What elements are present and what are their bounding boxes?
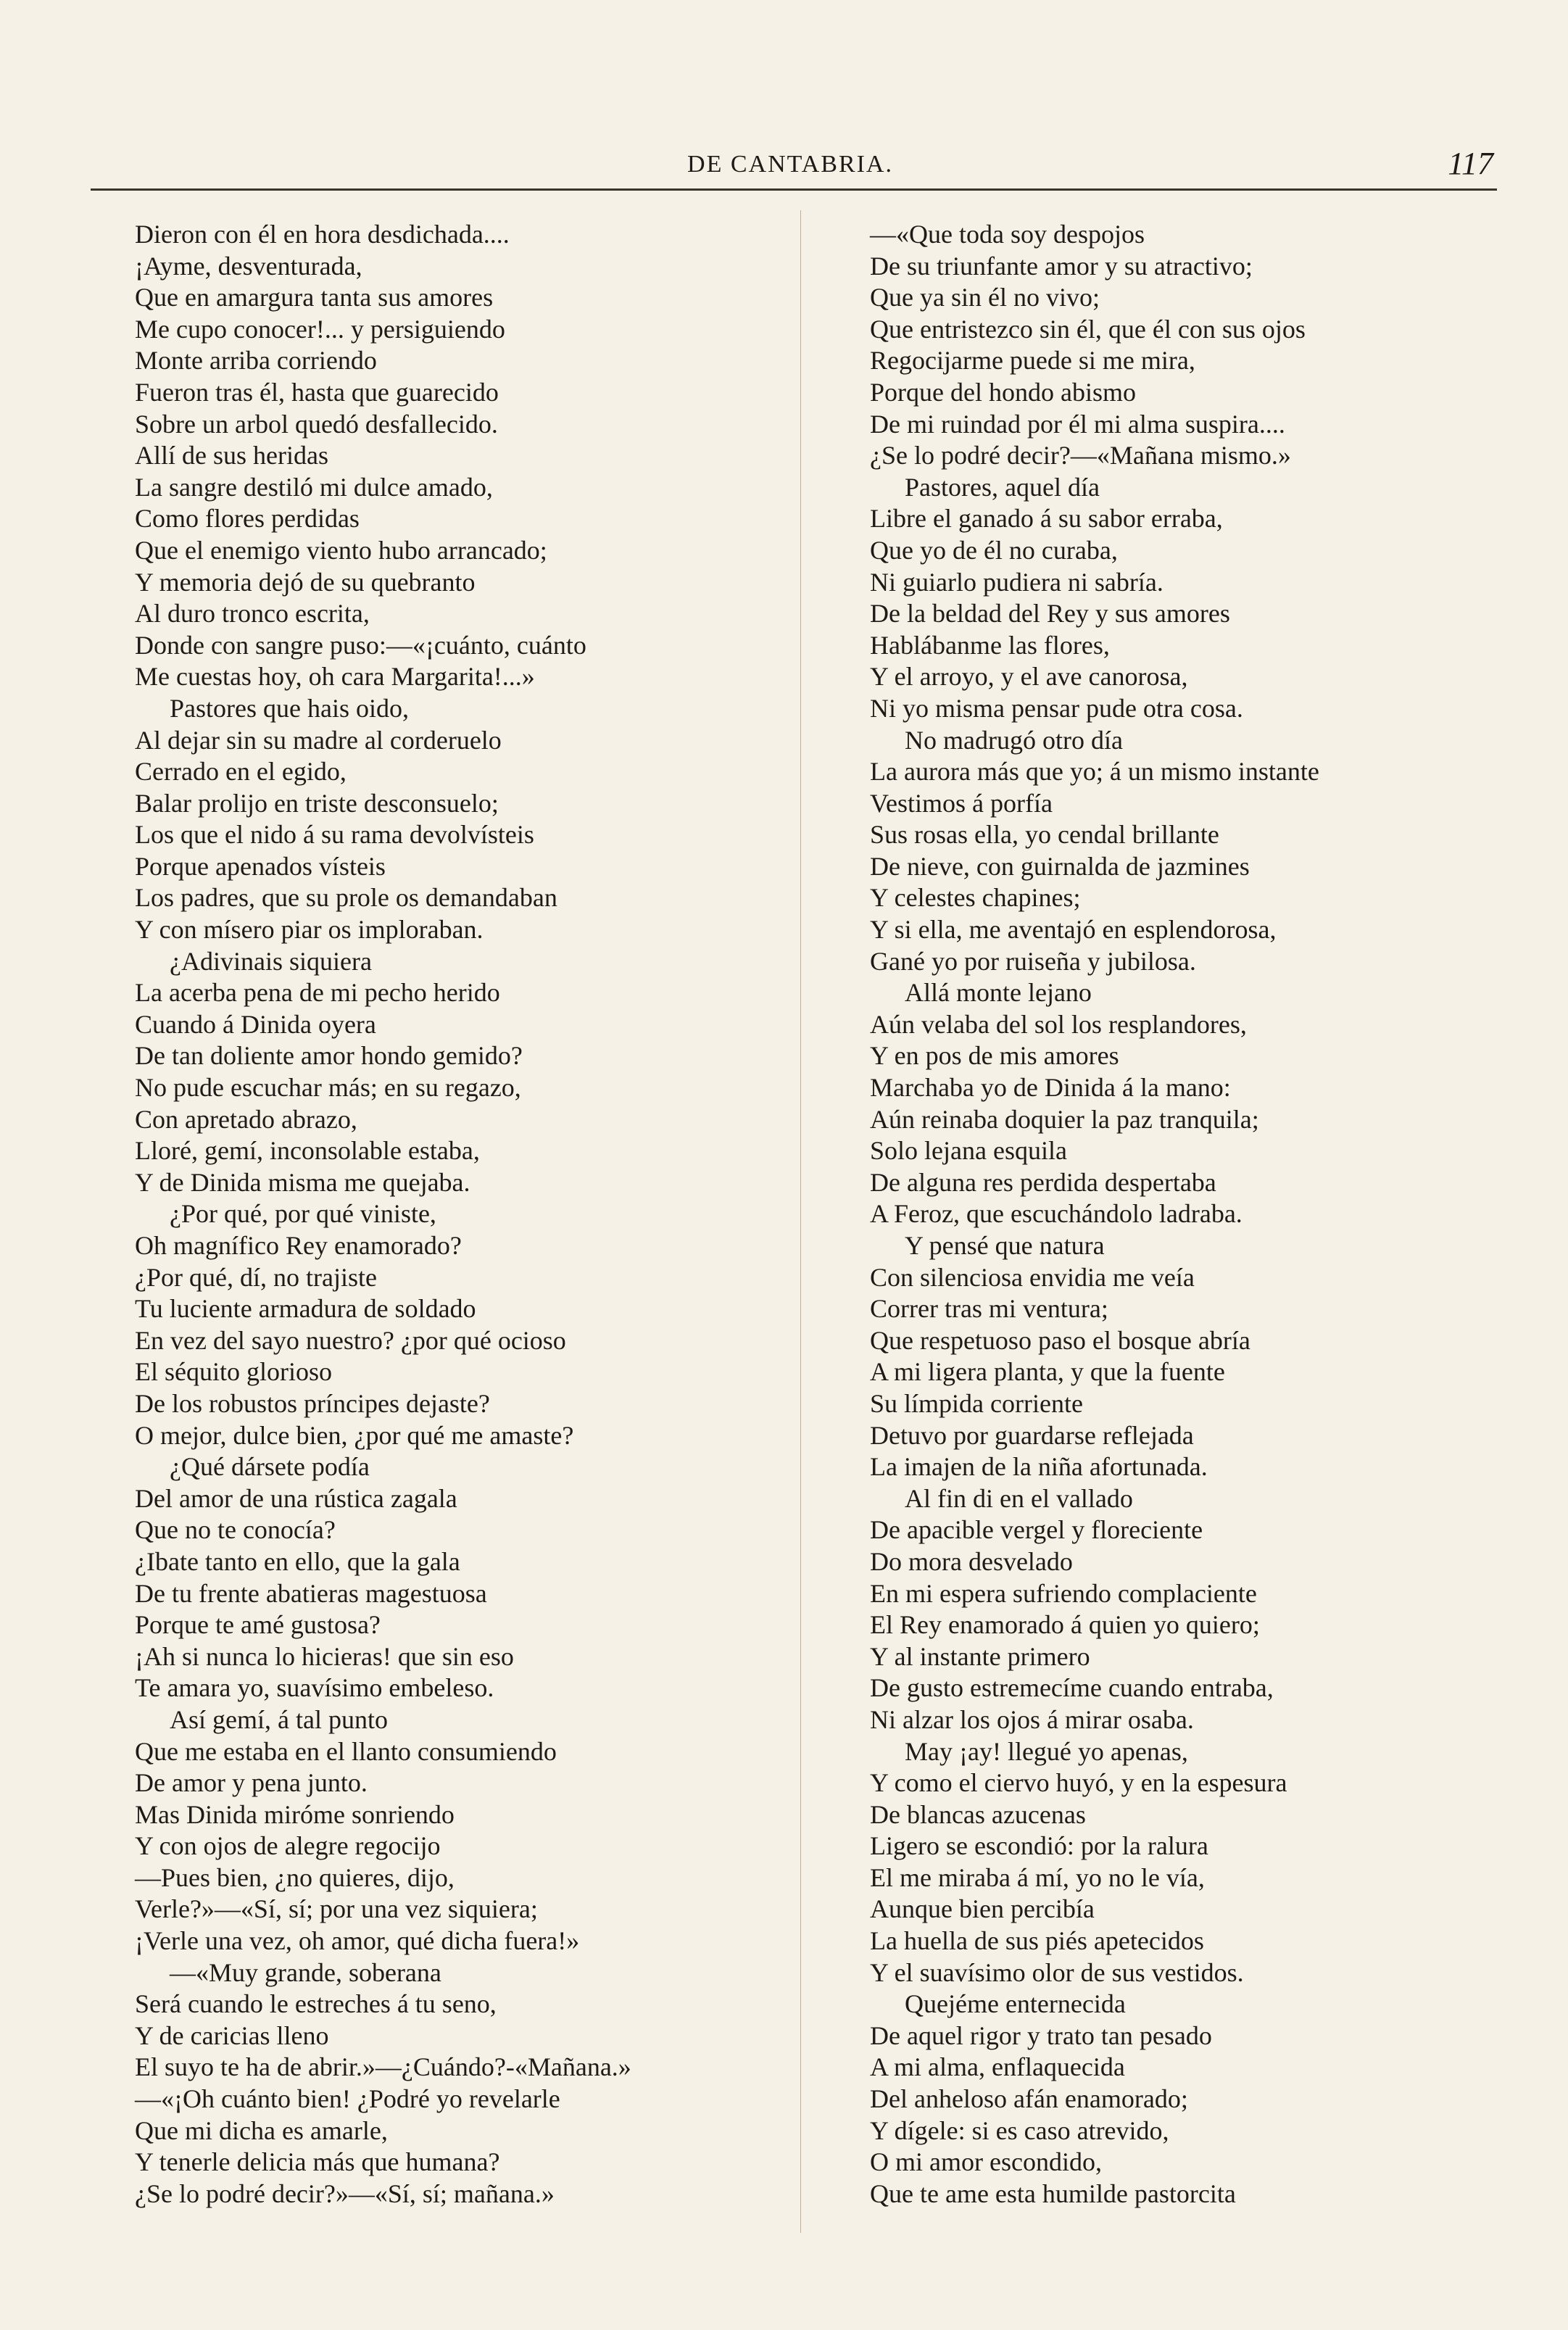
verse-line: Y al instante primero [870,1641,1090,1671]
verse-line: Monte arriba corriendo [135,346,377,376]
verse-line: De blancas azucenas [870,1799,1086,1829]
verse-line: Y con ojos de alegre regocijo [135,1831,441,1861]
verse-line: —«Muy grande, soberana [170,1957,441,1987]
verse-line: De los robustos príncipes dejaste? [135,1388,490,1418]
verse-line: Y si ella, me aventajó en esplendorosa, [870,915,1277,945]
verse-line: Verle?»—«Sí, sí; por una vez siquiera; [135,1894,538,1924]
verse-line: Ni alzar los ojos á mirar osaba. [870,1704,1194,1734]
verse-line: Sus rosas ella, yo cendal brillante [870,820,1219,850]
verse-line: ¡Ah si nunca lo hicieras! que sin eso [135,1641,514,1671]
verse-line: De la beldad del Rey y sus amores [870,599,1230,629]
verse-line: No madrugó otro día [905,725,1123,755]
verse-line: Que no te conocía? [135,1515,336,1545]
verse-line: De nieve, con guirnalda de jazmines [870,851,1250,881]
verse-line: Solo lejana esquila [870,1136,1067,1166]
verse-line: Con apretado abrazo, [135,1104,357,1134]
verse-line: Que el enemigo viento hubo arrancado; [135,535,547,565]
verse-line: Que ya sin él no vivo; [870,283,1100,312]
verse-line: Que te ame esta humilde pastorcita [870,2178,1236,2208]
verse-line: Al fin di en el vallado [905,1483,1133,1513]
verse-line: Su límpida corriente [870,1388,1083,1418]
verse-line: Allí de sus heridas [135,441,328,470]
verse-line: Fueron tras él, hasta que guarecido [135,377,499,407]
verse-line: Oh magnífico Rey enamorado? [135,1231,462,1260]
verse-line: Del amor de una rústica zagala [135,1483,457,1513]
verse-line: ¿Se lo podré decir?—«Mañana mismo.» [870,441,1291,470]
verse-line: Porque te amé gustosa? [135,1610,381,1640]
verse-line: Al dejar sin su madre al corderuelo [135,725,502,755]
header-rule [91,188,1497,191]
verse-line: Que en amargura tanta sus amores [135,283,494,312]
verse-line: Será cuando le estreches á tu seno, [135,1989,497,2019]
verse-line: Aunque bien percibía [870,1894,1095,1924]
verse-line: May ¡ay! llegué yo apenas, [905,1736,1188,1766]
verse-line: ¿Por qué, por qué viniste, [170,1199,436,1229]
verse-line: Donde con sangre puso:—«¡cuánto, cuánto [135,630,586,660]
verse-line: Que entristezco sin él, que él con sus ojos [870,314,1306,344]
verse-line: Pastores que hais oido, [170,693,409,723]
verse-line: Correr tras mi ventura; [870,1294,1108,1324]
verse-line: Que mi dicha es amarle, [135,2115,388,2145]
verse-line: Y con mísero piar os imploraban. [135,915,484,945]
verse-line: Tu luciente armadura de soldado [135,1294,476,1324]
verse-line: Me cupo conocer!... y persiguiendo [135,314,505,344]
verse-line: O mejor, dulce bien, ¿por qué me amaste? [135,1420,574,1450]
verse-line: Aún velaba del sol los resplandores, [870,1009,1247,1039]
verse-line: El suyo te ha de abrir.»—¿Cuándo?-«Mañana.» [135,2052,631,2082]
verse-line: A Feroz, que escuchándolo ladraba. [870,1199,1243,1229]
verse-line: Cuando á Dinida oyera [135,1009,376,1039]
verse-line: Mas Dinida mirómе sonriendo [135,1799,455,1829]
verse-line: Ni guiarlo pudiera ni sabría. [870,567,1163,597]
verse-line: De su triunfante amor y su atractivo; [870,251,1253,281]
verse-line: De aquel rigor y trato tan pesado [870,2020,1212,2050]
verse-line: —«¡Oh cuánto bien! ¿Podré yo revelarle [135,2084,560,2114]
verse-line: Vestimos á porfía [870,788,1053,818]
verse-line: ¿Qué dársete podía [170,1452,370,1482]
verse-line: Me cuestas hoy, oh cara Margarita!...» [135,662,535,692]
verse-line: Así gemí, á tal punto [170,1704,388,1734]
verse-line: Que yo de él no curaba, [870,535,1118,565]
verse-line: Do mora desvelado [870,1546,1073,1576]
verse-line: El me miraba á mí, yo no le vía, [870,1862,1205,1892]
verse-line: —«Que toda soy despojos [870,220,1145,249]
verse-line: Detuvo por guardarse reflejada [870,1420,1194,1450]
verse-line: De tan doliente amor hondo gemido? [135,1041,523,1071]
verse-line: Y memoria dejó de su quebranto [135,567,476,597]
verse-line: Al duro tronco escrita, [135,599,370,629]
verse-line: De amor y pena junto. [135,1768,368,1798]
verse-line: Y celestes chapines; [870,883,1081,913]
verse-line: ¿Por qué, dí, no trajiste [135,1262,377,1292]
verse-line: La huella de sus piés apetecidos [870,1926,1204,1956]
verse-line: Y dígele: si es caso atrevido, [870,2115,1169,2145]
verse-line: Sobre un arbol quedó desfallecido. [135,409,498,439]
verse-line: ¡Verle una vez, oh amor, qué dicha fuera!» [135,1926,580,1956]
verse-line: Marchaba yo de Dinida á la mano: [870,1073,1231,1103]
verse-line: Hablábanme las flores, [870,630,1110,660]
verse-line: No pude escuchar más; en su regazo, [135,1073,521,1103]
verse-line: Porque del hondo abismo [870,377,1136,407]
verse-line: Dieron con él en hora desdichada.... [135,220,510,249]
verse-line: En mi espera sufriendo complaciente [870,1578,1257,1608]
right-column [870,219,1486,2210]
verse-line: Los padres, que su prole os demandaban [135,883,557,913]
verse-line: Y el suavísimo olor de sus vestidos. [870,1957,1244,1987]
verse-line: Quejéme enternecida [905,1989,1126,2019]
verse-line: O mi amor escondido, [870,2147,1102,2177]
verse-line: ¿Adivinais siquiera [170,946,372,976]
verse-line: Te amara yo, suavísimo embeleso. [135,1673,494,1703]
left-column [135,219,773,2210]
verse-line: Y el arroyo, y el ave canorosa, [870,662,1188,692]
verse-line: De apacible vergel y floreciente [870,1515,1203,1545]
verse-line: A mi alma, enflaquecida [870,2052,1125,2082]
verse-line: Regocijarme puede si me mira, [870,346,1195,376]
verse-line: De mi ruindad por él mi alma suspira.... [870,409,1285,439]
verse-line: La sangre destiló mi dulce amado, [135,472,493,502]
verse-line: Del anheloso afán enamorado; [870,2084,1188,2114]
verse-line: Los que el nido á su rama devolvísteis [135,820,534,850]
verse-line: Que me estaba en el llanto consumiendo [135,1736,557,1766]
verse-line: La acerba pena de mi pecho herido [135,978,500,1008]
verse-line: Con silenciosa envidia me veía [870,1262,1195,1292]
verse-line: En vez del sayo nuestro? ¿por qué ocioso [135,1325,566,1355]
verse-line: ¿Ibate tanto en ello, que la gala [135,1546,460,1576]
page-number: 117 [1448,146,1493,181]
verse-line: La imajen de la niña afortunada. [870,1452,1208,1482]
verse-line: Lloré, gemí, inconsolable estaba, [135,1136,480,1166]
verse-line: Gané yo por ruiseña y jubilosa. [870,946,1196,976]
verse-line: Y pensé que natura [905,1231,1105,1260]
verse-line: De tu frente abatieras magestuosa [135,1578,487,1608]
verse-line: Y tenerle delicia más que humana? [135,2147,500,2177]
column-divider [800,210,801,2233]
verse-line: Y en pos de mis amores [870,1041,1119,1071]
verse-line: Y de caricias lleno [135,2020,329,2050]
running-title: DE CANTABRIA. [687,151,893,178]
verse-line: Balar prolijo en triste desconsuelo; [135,788,499,818]
page-header [87,145,1493,188]
verse-line: ¿Se lo podré decir?»—«Sí, sí; mañana.» [135,2178,555,2208]
verse-line: Y de Dinida misma me quejaba. [135,1167,470,1197]
verse-line: Pastores, aquel día [905,472,1100,502]
verse-line: Ligero se escondió: por la ralura [870,1831,1208,1861]
verse-line: Porque apenados vísteis [135,851,386,881]
verse-line: Ni yo misma pensar pude otra cosa. [870,693,1243,723]
verse-line: Y como el ciervo huyó, y en la espesura [870,1768,1287,1798]
verse-line: El Rey enamorado á quien yo quiero; [870,1610,1260,1640]
verse-line: Allá monte lejano [905,978,1092,1008]
verse-line: Cerrado en el egido, [135,757,347,787]
verse-line: De gusto estremecíme cuando entraba, [870,1673,1274,1703]
verse-line: Como flores perdidas [135,504,360,534]
verse-line: De alguna res perdida despertaba [870,1167,1216,1197]
verse-line: A mi ligera planta, y que la fuente [870,1357,1225,1387]
verse-line: El séquito glorioso [135,1357,332,1387]
verse-line: Aún reinaba doquier la paz tranquila; [870,1104,1259,1134]
verse-line: ¡Ayme, desventurada, [135,251,362,281]
verse-line: La aurora más que yo; á un mismo instante [870,757,1319,787]
verse-line: Libre el ganado á su sabor erraba, [870,504,1223,534]
verse-line: Que respetuoso paso el bosque abría [870,1325,1250,1355]
verse-line: —Pues bien, ¿no quieres, dijo, [135,1862,455,1892]
